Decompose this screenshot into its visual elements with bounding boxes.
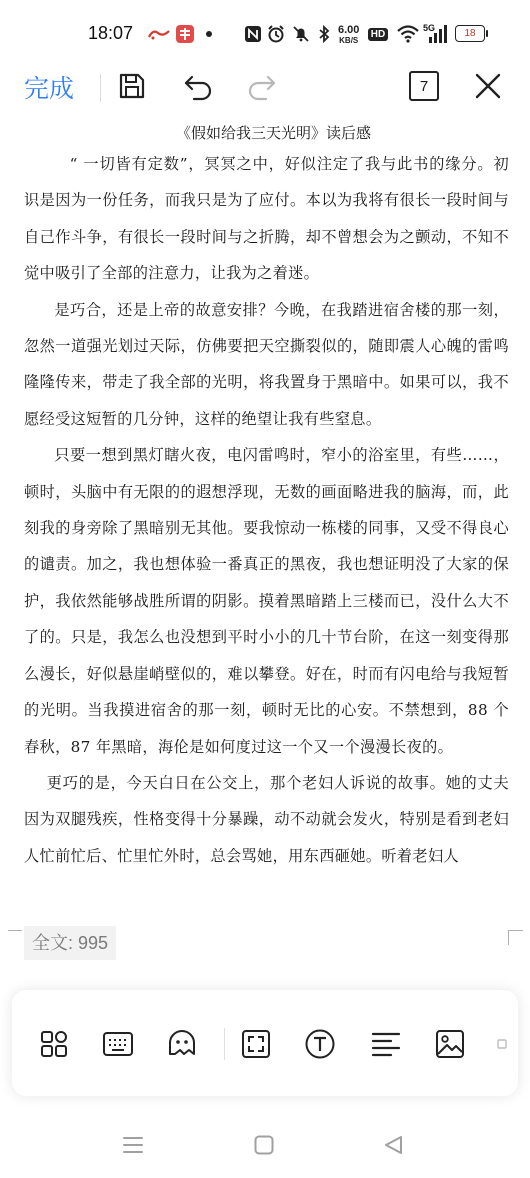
page-count-label: 7: [409, 71, 439, 101]
mute-icon: [291, 23, 311, 45]
net-speed-value: 6.00: [338, 24, 360, 36]
toolbar-divider: [100, 74, 101, 102]
net-speed: [338, 25, 359, 45]
fullscreen-icon[interactable]: [238, 1026, 274, 1062]
document-title: 《假如给我三天光明》读后感: [175, 124, 371, 142]
undo-icon[interactable]: [180, 68, 216, 104]
format-panel-divider: [224, 1028, 225, 1060]
hd-icon: [366, 23, 390, 45]
word-count-badge: 全文: 995: [24, 926, 116, 960]
menu-icon[interactable]: [120, 1132, 146, 1158]
save-icon[interactable]: [114, 68, 150, 104]
wifi-icon: [396, 23, 420, 45]
layout-icon[interactable]: [36, 1026, 72, 1062]
nfc-icon: [243, 23, 263, 45]
battery-icon: 18: [455, 25, 485, 42]
editor-toolbar: [0, 66, 530, 106]
5g-signal-icon: [423, 23, 449, 45]
status-bar: [0, 0, 530, 66]
image-icon[interactable]: [432, 1026, 468, 1062]
paragraph-2: 是巧合，还是上帝的故意安排？今晚，在我踏进宿舍楼的那一刻，忽然一道强光划过天际，仿佛要把天空撕裂似的，随即震人心魄的雷鸣隆隆传来，带走了我全部的光明，将我置身于黑暗中。如果可以，我不愿经受这短暂的几分钟，这样的绝望让我有些窒息。: [24, 300, 509, 428]
dot-icon: [204, 23, 214, 45]
format-panel: [12, 990, 518, 1096]
text-style-icon[interactable]: [302, 1026, 338, 1062]
navigation-bar: [0, 1120, 530, 1170]
status-time: 18:07: [88, 23, 134, 43]
signal-badge: 5G: [423, 23, 436, 33]
page-corner-right: [508, 930, 523, 945]
red-app-icon: [174, 23, 196, 45]
news-app-icon: [148, 23, 170, 45]
document-body[interactable]: [24, 120, 509, 874]
bluetooth-icon: [316, 23, 332, 45]
voice-icon[interactable]: [164, 1026, 200, 1062]
done-button[interactable]: 完成: [24, 74, 75, 103]
page-count-icon[interactable]: [406, 68, 442, 104]
net-speed-unit: KB/S: [339, 36, 359, 45]
more-icon[interactable]: [490, 1026, 514, 1062]
home-icon[interactable]: [251, 1132, 277, 1158]
keyboard-icon[interactable]: [100, 1026, 136, 1062]
paragraph-1: “ 一切皆有定数”，冥冥之中，好似注定了我与此书的缘分。初识是因为一份任务，而我只是为了应付。本以为我将有很长一段时间与自己作斗争，有很长一段时间与之折腾，却不曾想会为之颤动，不知不觉中吸引了全部的注意力，让我为之着迷。: [24, 155, 509, 283]
paragraph-4: 更巧的是，今天白日在公交上，那个老妇人诉说的故事。她的丈夫因为双腿残疾，性格变得十分暴躁，动不动就会发火，特别是看到老妇人忙前忙后、忙里忙外时，总会骂她，用东西砸她。听着老妇人: [24, 773, 509, 865]
paragraph-3: 只要一想到黑灯瞎火夜，电闪雷鸣时，窄小的浴室里，有些……，顿时，头脑中有无限的的遐想浮现，无数的画面略进我的脑海，而，此刻我的身旁除了黑暗别无其他。要我惊动一栋楼的同事，又受不得良心的谴责。加之，我也想体验一番真正的黑夜，我也想证明没了大家的保护，我依然能够战胜所谓的阴影。摸着黑暗踏上三楼而已，没什么大不了的。只是，我怎么也没想到平时小小的几十节台阶，在这一刻变得那么漫长，好似悬崖峭壁似的，难以攀登。好在，时而有闪电给与我短暂的光明。当我摸进宿舍的那一刻，顿时无比的心安。不禁想到，88 个春秋，87 年黑暗，海伦是如何度过这一个又一个漫漫长夜的。: [24, 446, 509, 756]
hd-badge: HD: [368, 28, 388, 41]
close-icon[interactable]: [470, 68, 506, 104]
page-corner-left: [8, 930, 22, 945]
align-icon[interactable]: [368, 1026, 404, 1062]
alarm-icon: [266, 23, 286, 45]
back-icon[interactable]: [381, 1132, 407, 1158]
redo-icon[interactable]: [244, 68, 280, 104]
